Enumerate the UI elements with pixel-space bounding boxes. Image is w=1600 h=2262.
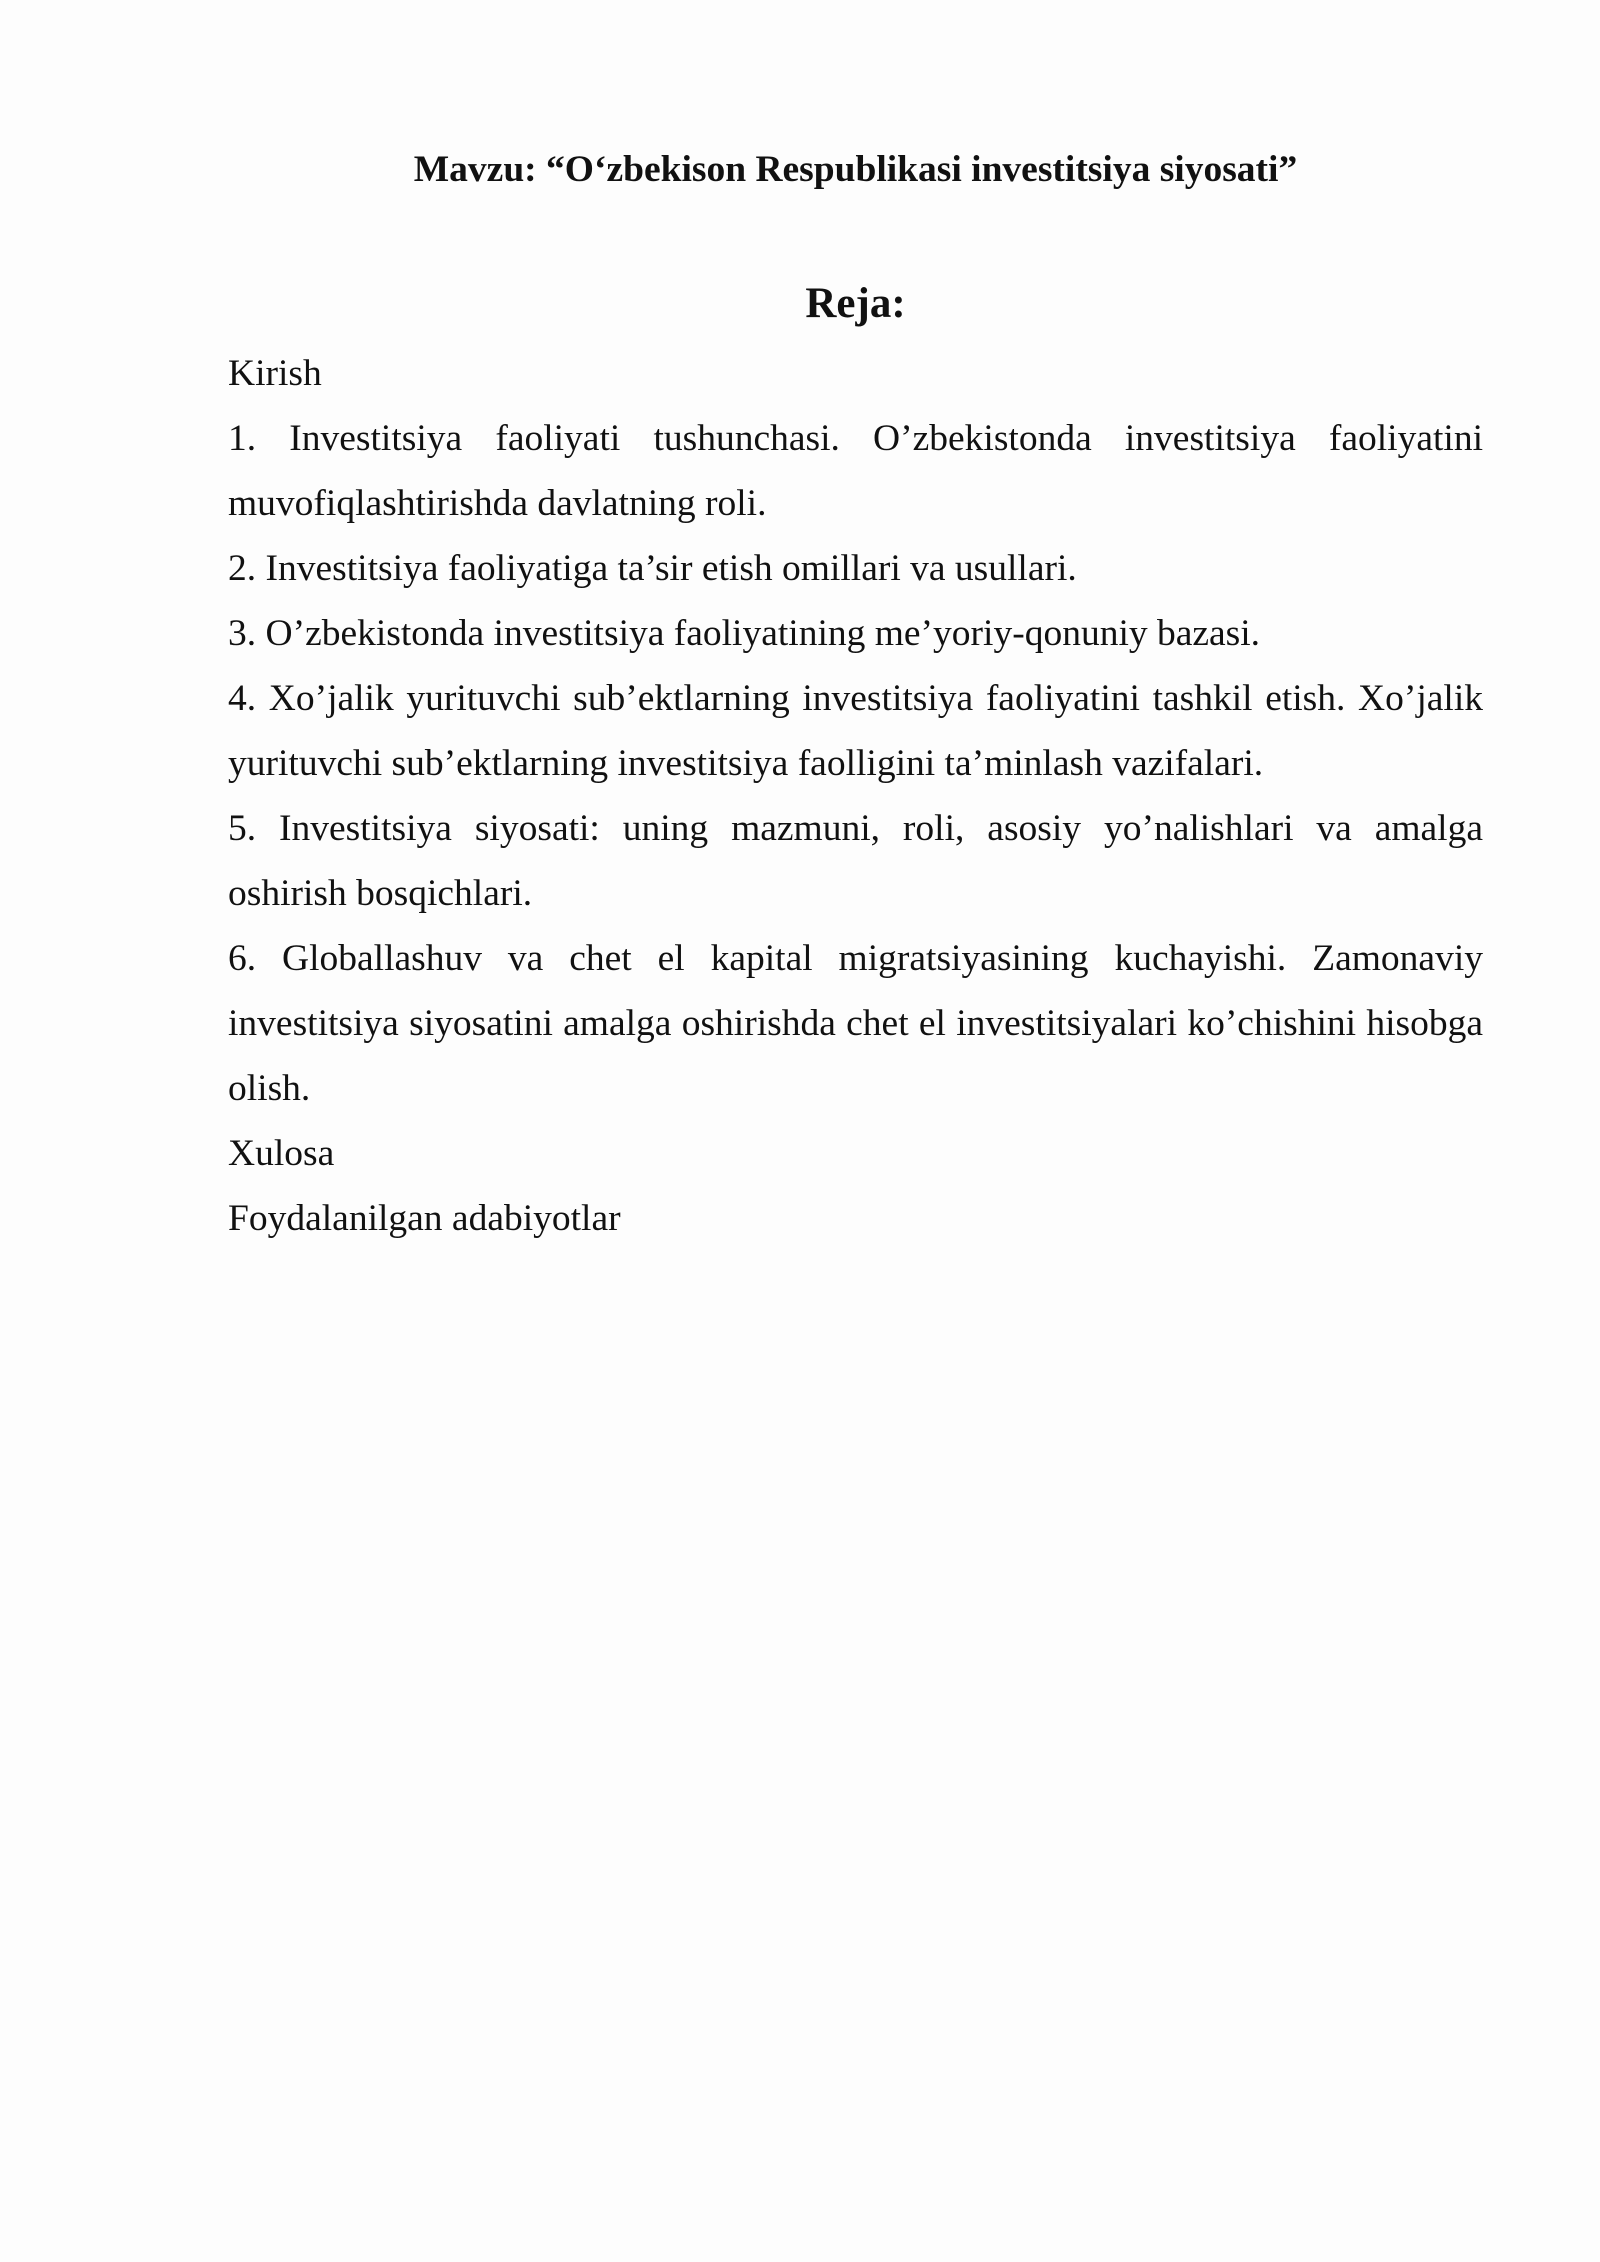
plan-line: 4. Xo’jalik yurituvchi sub’ektlarning investitsiya faoliyatini tashkil etish. Xo’jalik xyxy=(228,678,1483,719)
plan-line: 2. Investitsiya faoliyatiga ta’sir etish omillari va usullari. xyxy=(228,548,1077,589)
document-title: Mavzu: “Oʻzbekison Respublikasi investitsiya siyosati” xyxy=(413,149,1298,190)
plan-line: Xulosa xyxy=(228,1133,335,1174)
plan-line: investitsiya siyosatini amalga oshirishda chet el investitsiyalari ko’chishini hisobga xyxy=(228,1003,1483,1044)
plan-line: muvofiqlashtirishda davlatning roli. xyxy=(228,483,767,524)
plan-line: oshirish bosqichlari. xyxy=(228,873,533,914)
plan-line: yurituvchi sub’ektlarning investitsiya faolligini ta’minlash vazifalari. xyxy=(228,743,1264,784)
plan-line: 5. Investitsiya siyosati: uning mazmuni, roli, asosiy yo’nalishlari va amalga xyxy=(228,808,1483,849)
plan-line: Kirish xyxy=(228,353,322,394)
plan-line: 6. Globallashuv va chet el kapital migratsiyasining kuchayishi. Zamonaviy xyxy=(228,938,1483,979)
plan-line: Foydalanilgan adabiyotlar xyxy=(228,1198,621,1239)
plan-line: 3. O’zbekistonda investitsiya faoliyatining me’yoriy-qonuniy bazasi. xyxy=(228,613,1261,654)
plan-line: olish. xyxy=(228,1068,311,1109)
reja-heading: Reja: xyxy=(805,280,906,327)
plan-line: 1. Investitsiya faoliyati tushunchasi. O’zbekistonda investitsiya faoliyatini xyxy=(228,418,1483,459)
plan-lines xyxy=(228,341,1483,1251)
